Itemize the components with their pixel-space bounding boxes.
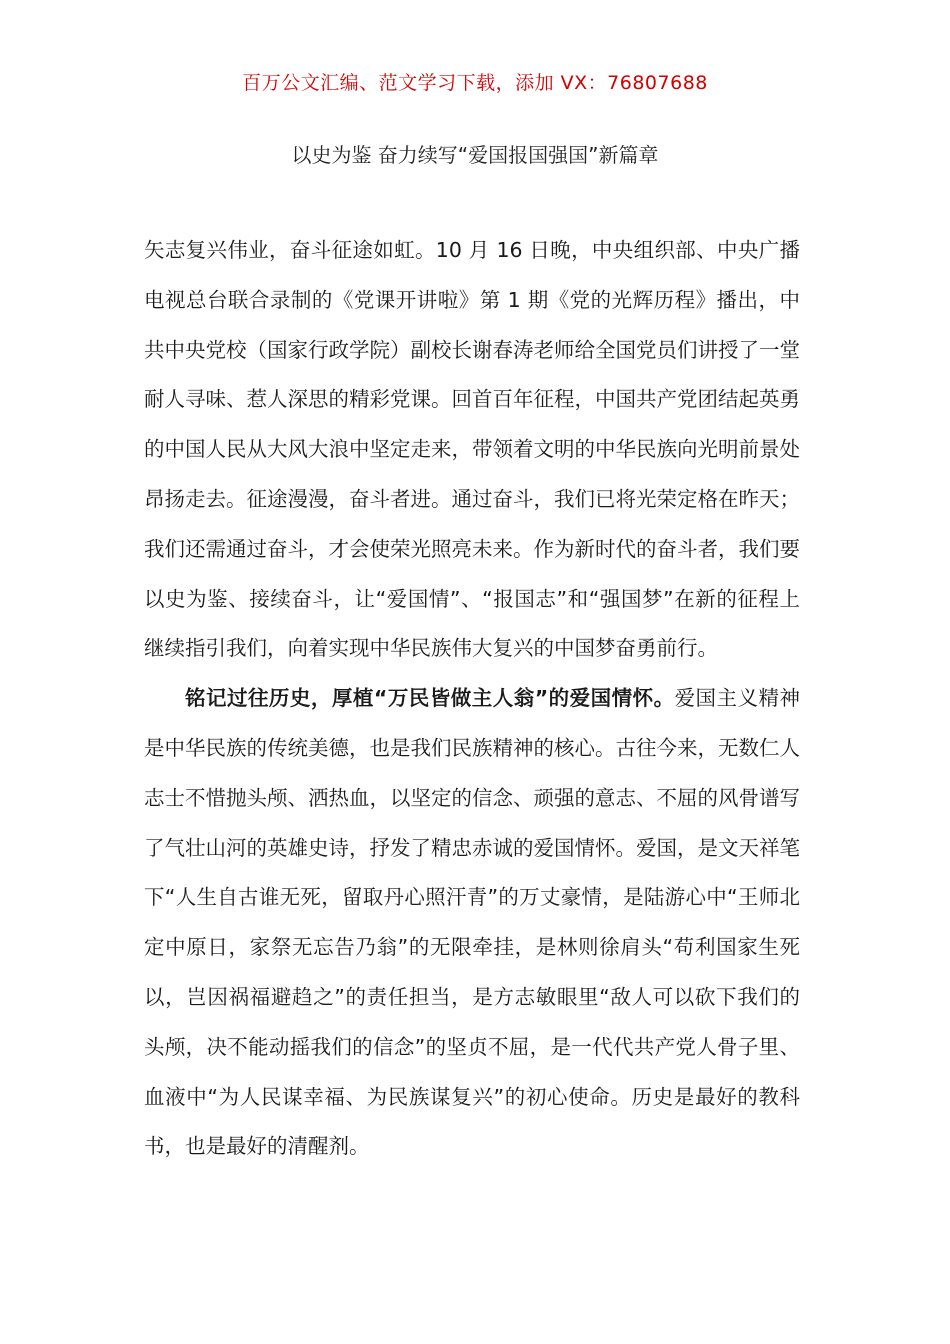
- document-body: [144, 226, 800, 1172]
- page-title: 以史为鉴 奋力续写“爱国报国强国”新篇章: [291, 143, 659, 167]
- paragraph-intro: 矢志复兴伟业，奋斗征途如虹。10 月 16 日晚，中央组织部、中央广播电视总台联合录制的《党课开讲啦》第 1 期《党的光辉历程》播出，中共中央党校（国家行政学院）副校长谢春涛老师给全国党员们讲授了一堂耐人寻味、惹人深思的精彩党课。回首百年征程，中国共产党团结起英勇的中国人民从大风大浪中坚定走来，带领着文明的中华民族向光明前景处昂扬走去。征途漫漫，奋斗者进。通过奋斗，我们已将光荣定格在昨天；我们还需通过奋斗，才会使荣光照亮未来。作为新时代的奋斗者，我们要以史为鉴、接续奋斗，让“爱国情”、“报国志”和“强国梦”在新的征程上继续指引我们，向着实现中华民族伟大复兴的中国梦奋勇前行。: [144, 238, 800, 661]
- section-1-heading: 铭记过往历史，厚植“万民皆做主人翁”的爱国情怀。: [185, 686, 675, 711]
- section-1-body: 爱国主义精神是中华民族的传统美德，也是我们民族精神的核心。古往今来，无数仁人志士不惜抛头颅、洒热血，以坚定的信念、顽强的意志、不屈的风骨谱写了气壮山河的英雄史诗，抒发了精忠赤诚的爱国情怀。爱国，是文天祥笔下“人生自古谁无死，留取丹心照汗青”的万丈豪情，是陆游心中“王师北定中原日，家祭无忘告乃翁”的无限牵挂，是林则徐肩头“苟利国家生死以，岂因祸福避趋之”的责任担当，是方志敏眼里“敌人可以砍下我们的头颅，决不能动摇我们的信念”的坚贞不屈，是一代代共产党人骨子里、血液中“为人民谋幸福、为民族谋复兴”的初心使命。历史是最好的教科书，也是最好的清醒剂。: [144, 686, 800, 1159]
- paragraph-section-1: [144, 674, 800, 1172]
- header-notice: 百万公文汇编、范文学习下载，添加 VX：76807688: [242, 72, 708, 94]
